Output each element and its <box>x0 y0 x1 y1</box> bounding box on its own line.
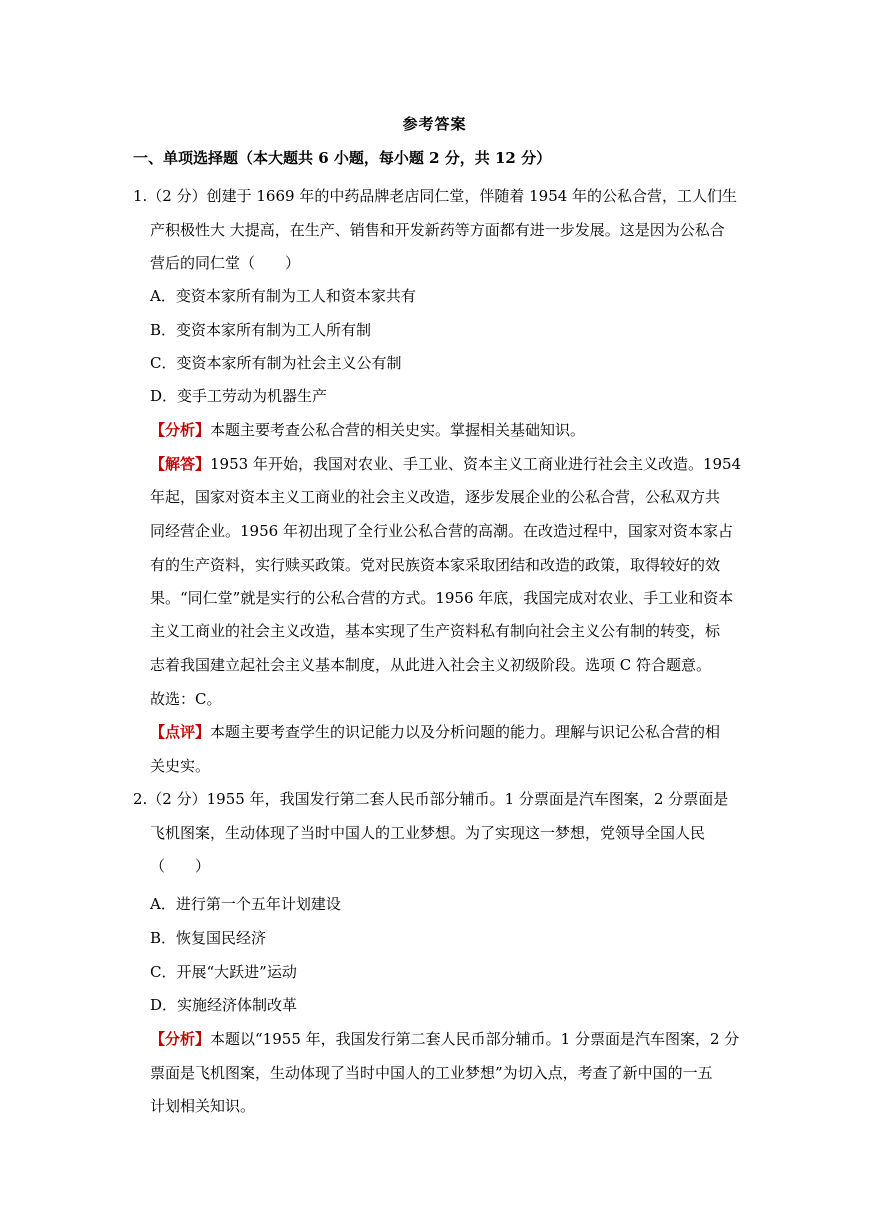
q1-answer-line <box>150 454 741 474</box>
q2-option-c: C．开展“大跃进”运动 <box>150 963 297 981</box>
q2-stem-line: 飞机图案，生动体现了当时中国人的工业梦想。为了实现这一梦想，党领导全国人民 <box>150 824 706 842</box>
comment-tag: 【点评】 <box>150 723 211 741</box>
q1-answer-line: 年起，国家对资本主义工商业的社会主义改造，逐步发展企业的公私合营，公私双方共 <box>150 488 721 506</box>
q1-comment-line: 关史实。 <box>150 757 211 775</box>
q1-choice: 故选：C。 <box>150 690 222 708</box>
q1-option-b: B．变资本家所有制为工人所有制 <box>150 321 372 339</box>
q1-option-c: C．变资本家所有制为社会主义公有制 <box>150 354 402 372</box>
q2-option-b: B．恢复国民经济 <box>150 929 267 947</box>
q1-stem-line: 营后的同仁堂（ ） <box>150 254 301 272</box>
analysis-tag: 【分析】 <box>150 421 211 439</box>
q2-analysis-line: 票面是飞机图案，生动体现了当时中国人的工业梦想”为切入点，考查了新中国的一五 <box>150 1064 713 1082</box>
q2-stem-line: 2.（2 分）1955 年，我国发行第二套人民币部分辅币。1 分票面是汽车图案，2 分票面是 <box>133 790 729 808</box>
q2-analysis-line: 计划相关知识。 <box>150 1097 256 1115</box>
analysis-tag: 【分析】 <box>150 1030 211 1048</box>
q1-answer-line: 同经营企业。1956 年初出现了全行业公私合营的高潮。在改造过程中，国家对资本家占 <box>150 522 733 540</box>
q1-answer-line: 果。“同仁堂”就是实行的公私合营的方式。1956 年底，我国完成对农业、手工业和资本 <box>150 589 734 607</box>
q1-answer-text: 1953 年开始，我国对农业、手工业、资本主义工商业进行社会主义改造。1954 <box>210 455 742 473</box>
q1-analysis <box>150 420 585 440</box>
q1-analysis-text: 本题主要考查公私合营的相关史实。掌握相关基础知识。 <box>210 421 586 439</box>
page-title: 参考答案 <box>402 115 467 133</box>
q2-option-a: A．进行第一个五年计划建设 <box>150 895 341 913</box>
section-heading: 一、单项选择题（本大题共 6 小题，每小题 2 分，共 12 分） <box>133 149 552 167</box>
q2-stem-line: （ ） <box>150 857 211 875</box>
q1-option-a: A．变资本家所有制为工人和资本家共有 <box>150 287 416 305</box>
q1-answer-line: 主义工商业的社会主义改造，基本实现了生产资料私有制向社会主义公有制的转变，标 <box>150 622 721 640</box>
q1-stem-line: 产积极性大 大提高，在生产、销售和开发新药等方面都有进一步发展。这是因为公私合 <box>150 221 725 239</box>
q2-analysis-line <box>150 1029 739 1049</box>
q1-answer-line: 志着我国建立起社会主义基本制度，从此进入社会主义初级阶段。选项 C 符合题意。 <box>150 656 712 674</box>
q1-stem-line: 1.（2 分）创建于 1669 年的中药品牌老店同仁堂，伴随着 1954 年的公私合营，工人们生 <box>133 187 738 205</box>
q2-option-d: D．实施经济体制改革 <box>150 996 298 1014</box>
q2-analysis-text: 本题以“1955 年，我国发行第二套人民币部分辅币。1 分票面是汽车图案，2 分 <box>210 1030 740 1048</box>
q1-comment-text: 本题主要考查学生的识记能力以及分析问题的能力。理解与识记公私合营的相 <box>210 723 721 741</box>
q1-option-d: D．变手工劳动为机器生产 <box>150 387 328 405</box>
answer-tag: 【解答】 <box>150 455 211 473</box>
q1-answer-line: 有的生产资料，实行赎买政策。党对民族资本家采取团结和改造的政策，取得较好的效 <box>150 556 721 574</box>
q1-comment-line <box>150 722 720 742</box>
